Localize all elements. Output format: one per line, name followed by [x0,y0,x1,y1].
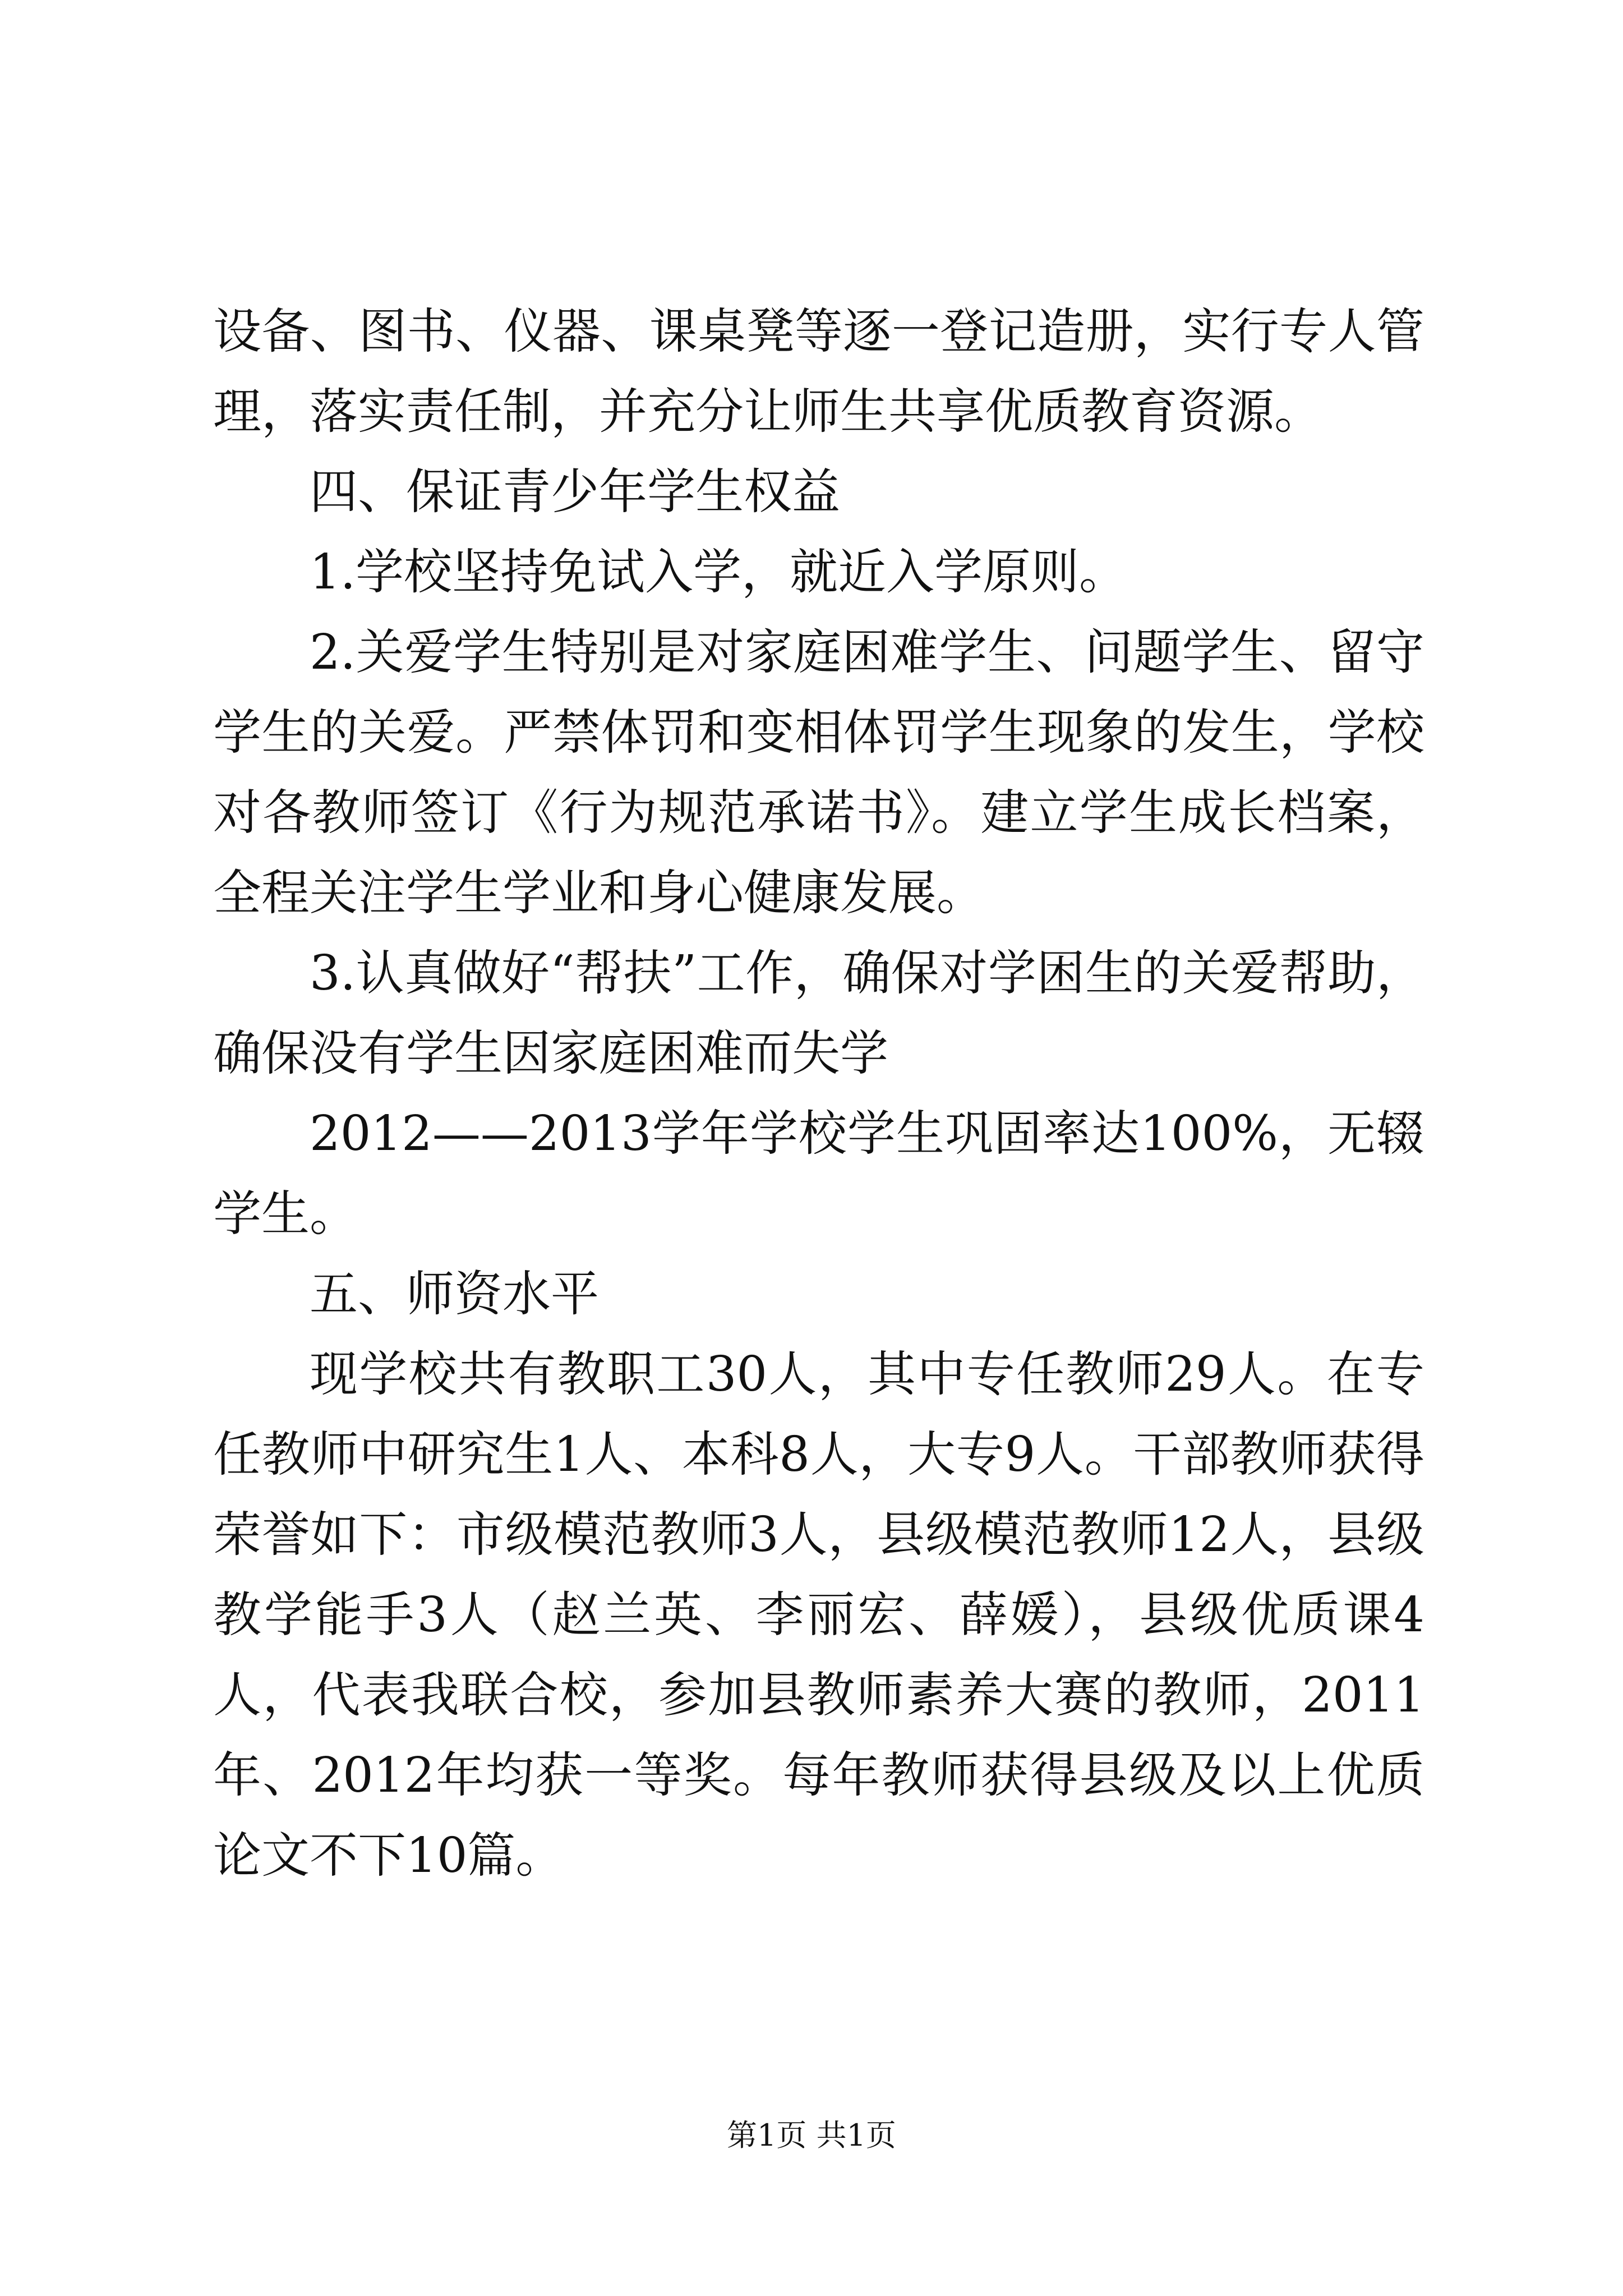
document-body [213,292,1424,1896]
paragraph-staff-details: 现学校共有教职工30人，其中专任教师29人。在专任教师中研究生1人、本科8人，大专9人。干部教师获得荣誉如下：市级模范教师3人，县级模范教师12人，县级教学能手3人（赵兰英、李丽宏、薛媛），县级优质课4人，代表我联合校，参加县教师素养大赛的教师，2011年、2012年均获一等奖。每年教师获得县级及以上优质论文不下10篇。 [213,1346,1424,1884]
paragraph-retention-rate: 2012——2013学年学校学生巩固率达100%，无辍学生。 [213,1106,1424,1242]
list-item-assistance: 3.认真做好“帮扶”工作，确保对学困生的关爱帮助，确保没有学生因家庭困难而失学 [213,945,1424,1082]
section-heading-student-rights: 四、保证青少年学生权益 [310,464,840,520]
page-footer: 第1页 共1页 [727,2118,896,2153]
section-heading-teaching-staff: 五、师资水平 [310,1266,599,1322]
list-item-student-care: 2.关爱学生特别是对家庭困难学生、问题学生、留守学生的关爱。严禁体罚和变相体罚学生现象的发生，学校对各教师签订《行为规范承诺书》。建立学生成长档案，全程关注学生学业和身心健康发展。 [213,624,1424,921]
list-item-enrollment: 1.学校坚持免试入学，就近入学原则。 [310,544,1128,600]
paragraph-continued-equipment: 设备、图书、仪器、课桌凳等逐一登记造册，实行专人管理，落实责任制，并充分让师生共享优质教育资源。 [213,303,1424,440]
